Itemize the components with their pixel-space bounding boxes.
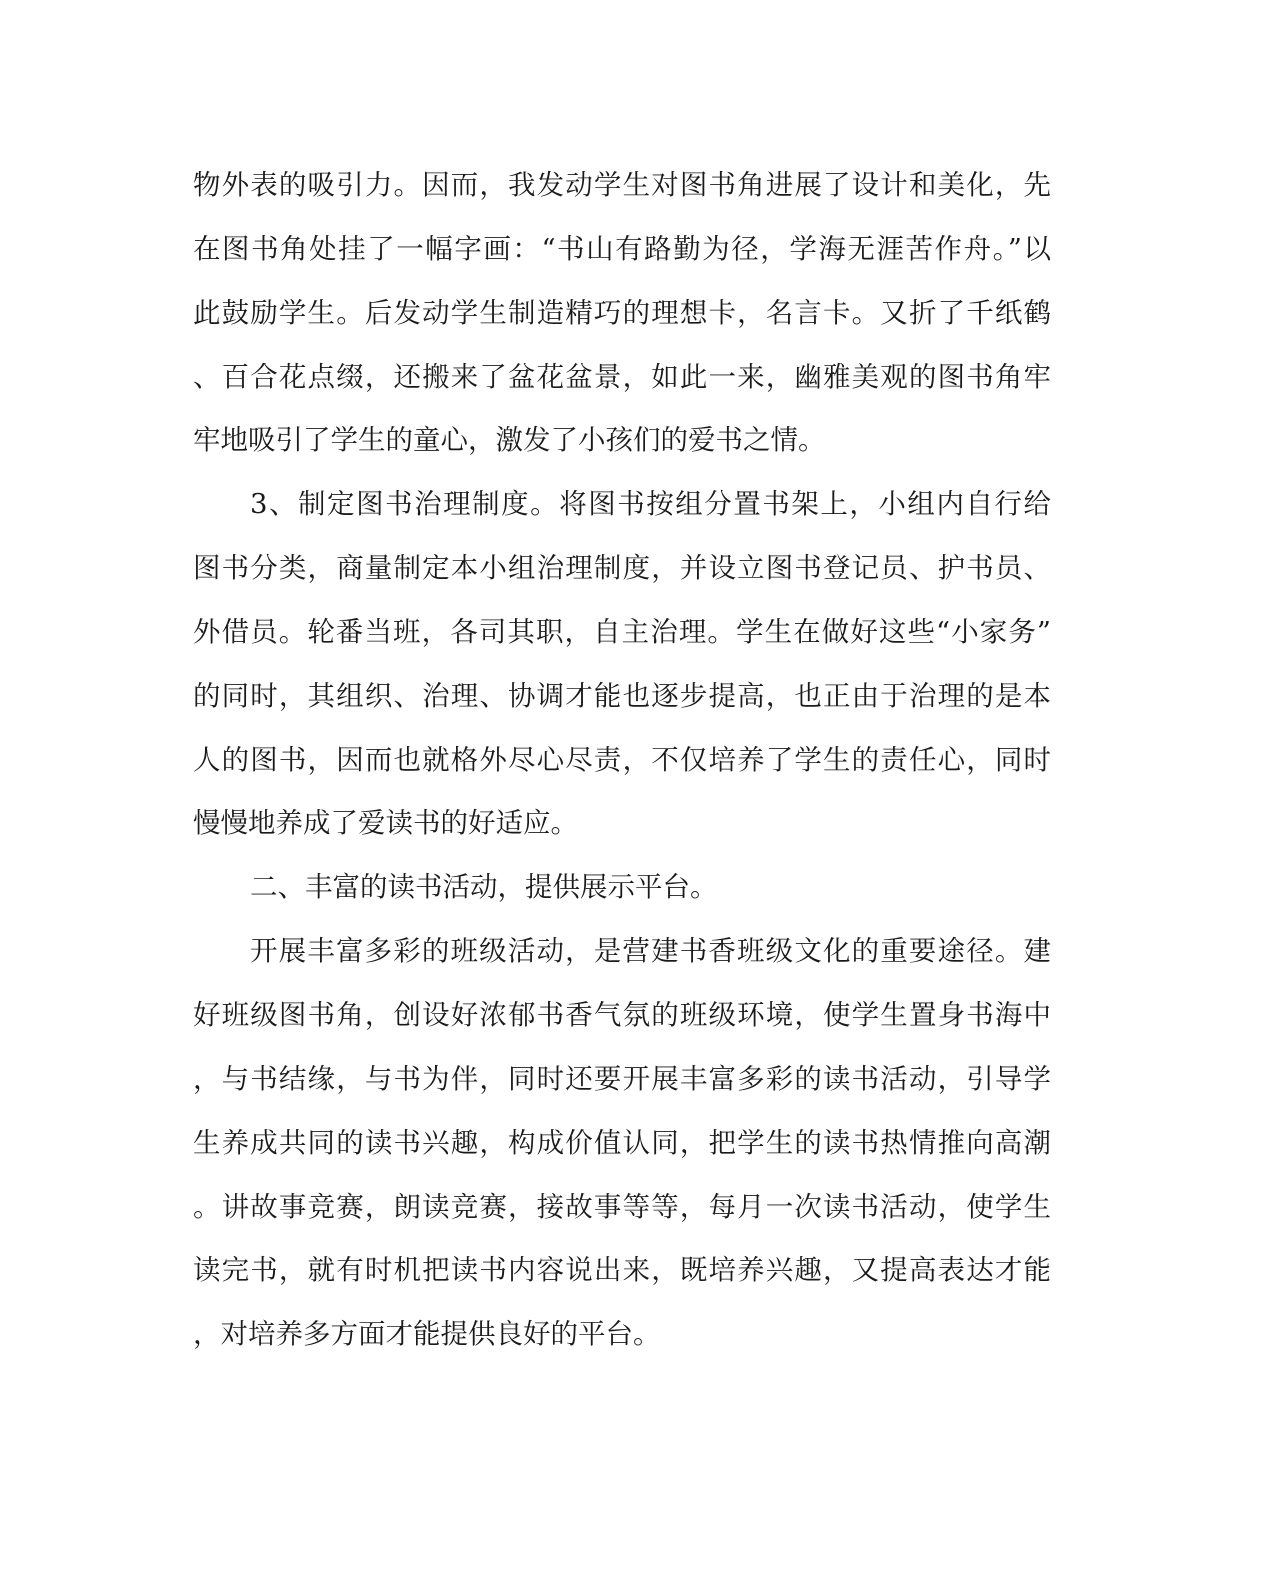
text-line: 外借员。轮番当班，各司其职，自主治理。学生在做好这些“小家务” <box>193 615 1051 648</box>
text-line: 此鼓励学生。后发动学生制造精巧的理想卡，名言卡。又折了千纸鹤 <box>193 296 1051 329</box>
text-line: 图书分类，商量制定本小组治理制度，并设立图书登记员、护书员、 <box>193 552 1051 585</box>
paragraph <box>193 920 1051 1367</box>
text-line: 在图书角处挂了一幅字画：“书山有路勤为径，学海无涯苦作舟。”以 <box>193 232 1051 265</box>
text-line: 生养成共同的读书兴趣，构成价值认同，把学生的读书热情推向高潮 <box>193 1126 1051 1159</box>
text-line: 二、丰富的读书活动，提供展示平台。 <box>250 871 718 904</box>
paragraph <box>193 154 1051 473</box>
text-line: 物外表的吸引力。因而，我发动学生对图书角进展了设计和美化，先 <box>193 169 1051 201</box>
body-text <box>193 154 1051 1367</box>
section-heading <box>193 856 1051 920</box>
text-line: 慢慢地养成了爱读书的好适应。 <box>193 807 578 840</box>
text-line: 开展丰富多彩的班级活动，是营建书香班级文化的重要途径。建 <box>250 935 1051 968</box>
text-line: ，与书结缘，与书为伴，同时还要开展丰富多彩的读书活动，引导学 <box>193 1062 1051 1095</box>
text-line: ，对培养多方面才能提供良好的平台。 <box>193 1318 661 1351</box>
text-line: 、百合花点缀，还搬来了盆花盆景，如此一来，幽雅美观的图书角牢 <box>193 360 1051 393</box>
text-line: 。讲故事竞赛，朗读竞赛，接故事等等，每月一次读书活动，使学生 <box>193 1190 1051 1223</box>
text-line: 人的图书，因而也就格外尽心尽责，不仅培养了学生的责任心，同时 <box>193 743 1051 776</box>
text-line: 3、制定图书治理制度。将图书按组分置书架上，小组内自行给 <box>250 488 1051 521</box>
text-line: 的同时，其组织、治理、协调才能也逐步提高，也正由于治理的是本 <box>193 679 1051 712</box>
text-line: 读完书，就有时机把读书内容说出来，既培养兴趣，又提高表达才能 <box>193 1254 1051 1287</box>
paragraph <box>193 473 1051 856</box>
text-line: 牢地吸引了学生的童心，激发了小孩们的爱书之情。 <box>193 424 826 457</box>
text-line: 好班级图书角，创设好浓郁书香气氛的班级环境，使学生置身书海中 <box>193 998 1051 1031</box>
